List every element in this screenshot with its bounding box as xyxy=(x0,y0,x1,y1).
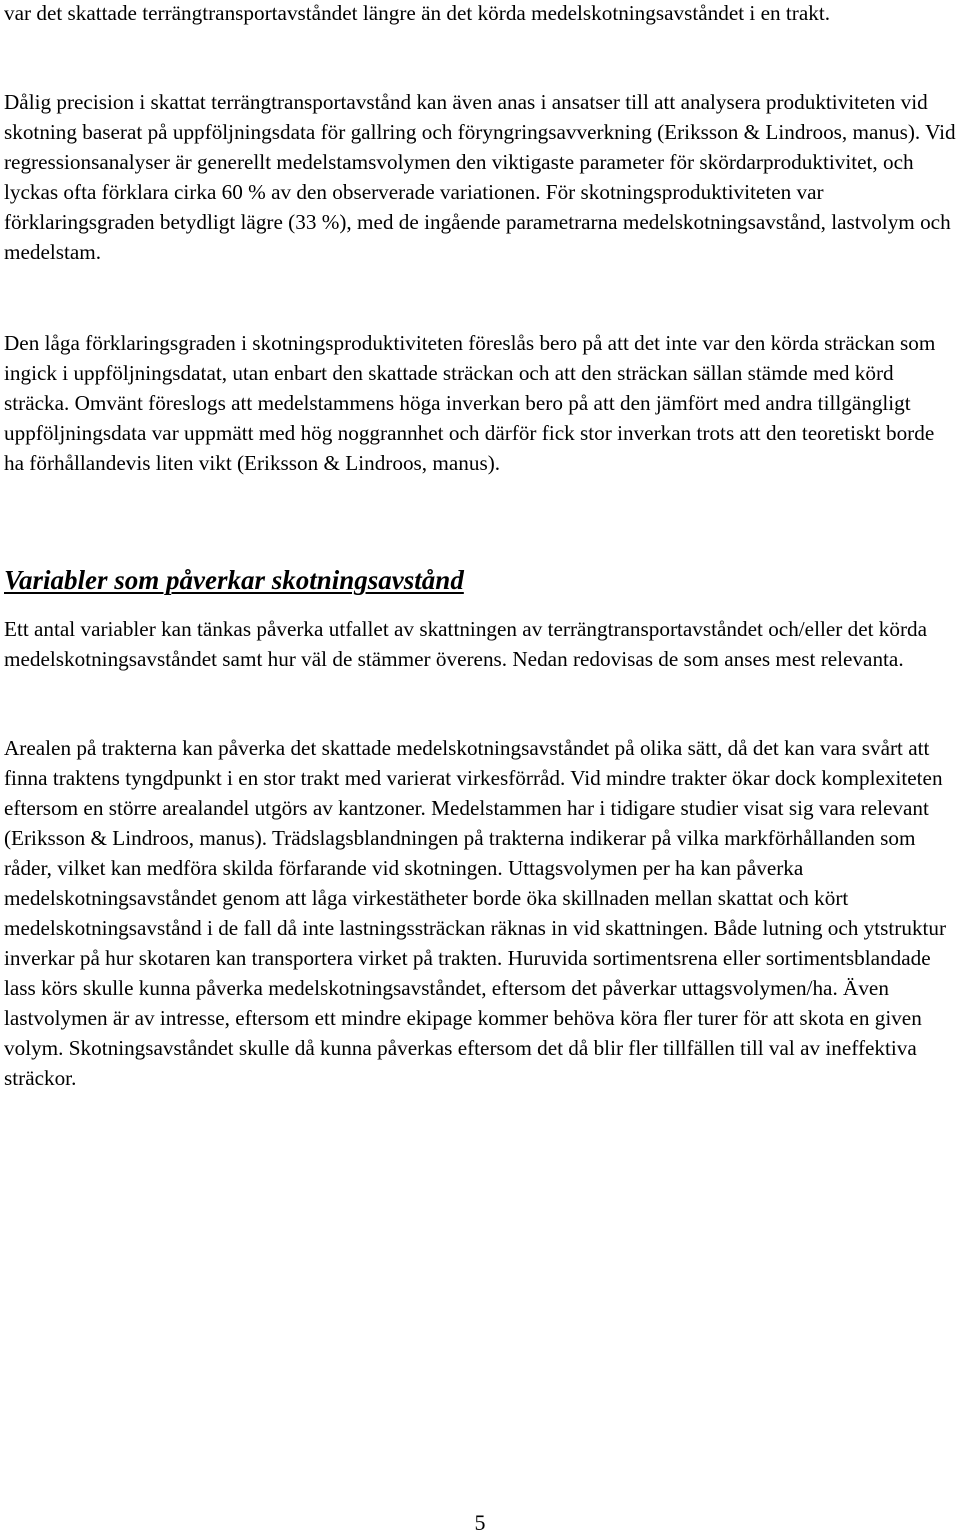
page-number: 5 xyxy=(474,1510,486,1535)
paragraph-explanation: Den låga förklaringsgraden i skotningsproduktiviteten föreslås bero på att det inte var den körda sträckan som ingick i uppföljningsdatat, utan enbart den skattade sträckan och att den sträckan sällan stämde med körd sträcka. Omvänt föreslogs att medelstammens höga inverkan bero på att den jämfört med andra tillgängligt uppföljningsdata var uppmätt med hög noggrannhet och därför fick stor inverkan trots att den teoretiskt borde ha förhållandevis liten vikt (Eriksson & Lindroos, manus). xyxy=(4,331,936,475)
paragraph-continuation: var det skattade terrängtransportavståndet längre än det körda medelskotningsavståndet i en trakt. xyxy=(4,1,831,25)
paragraph-variables-intro: Ett antal variabler kan tänkas påverka utfallet av skattningen av terrängtransportavståndet och/eller det körda medelskotningsavståndet samt hur väl de stämmer överens. Nedan redovisas de som anses mest relevanta. xyxy=(4,617,928,671)
section-heading: Variabler som påverkar skotningsavstånd xyxy=(4,565,464,595)
paragraph-variables-detail: Arealen på trakterna kan påverka det skattade medelskotningsavståndet på olika sätt, då det kan vara svårt att finna traktens tyngdpunkt i en stor trakt med varierat virkesförråd. Vid mindre trakter ökar dock komplexiteten eftersom en större arealandel utgörs av kantzoner. Medelstammen har i tidigare studier visat sig vara relevant (Eriksson & Lindroos, manus). Trädslagsblandningen på trakterna indikerar på vilka markförhållanden som råder, vilket kan medföra skilda förfarande vid skotningen. Uttagsvolymen per ha kan påverka medelskotningsavståndet genom att låga virkestätheter borde öka skillnaden mellan skattat och kört medelskotningsavstånd i de fall då inte lastningssträckan räknas in vid skattningen. Både lutning och ytstruktur inverkar på hur skotaren kan transportera virket på trakten. Huruvida sortimentsrena eller sortimentsblandade lass körs skulle kunna påverka medelskotningsavståndet, eftersom det påverkar uttagsvolymen/ha. Även lastvolymen är av intresse, eftersom ett mindre ekipage kommer behöva köra fler turer för att skota en given volym. Skotningsavståndet skulle då kunna påverkas eftersom det då blir fler tillfällen till val av ineffektiva sträckor. xyxy=(4,736,947,1090)
paragraph-precision: Dålig precision i skattat terrängtransportavstånd kan även anas i ansatser till att analysera produktiviteten vid skotning baserat på uppföljningsdata för gallring och föryngringsavverkning (Eriksson & Lindroos, manus). Vid regressionsanalyser är generellt medelstamsvolymen den viktigaste parameter för skördarproduktivitet, och lyckas ofta förklara cirka 60 % av den observerade variationen. För skotningsproduktiviteten var förklaringsgraden betydligt lägre (33 %), med de ingående parametrarna medelskotningsavstånd, lastvolym och medelstam. xyxy=(4,90,956,264)
